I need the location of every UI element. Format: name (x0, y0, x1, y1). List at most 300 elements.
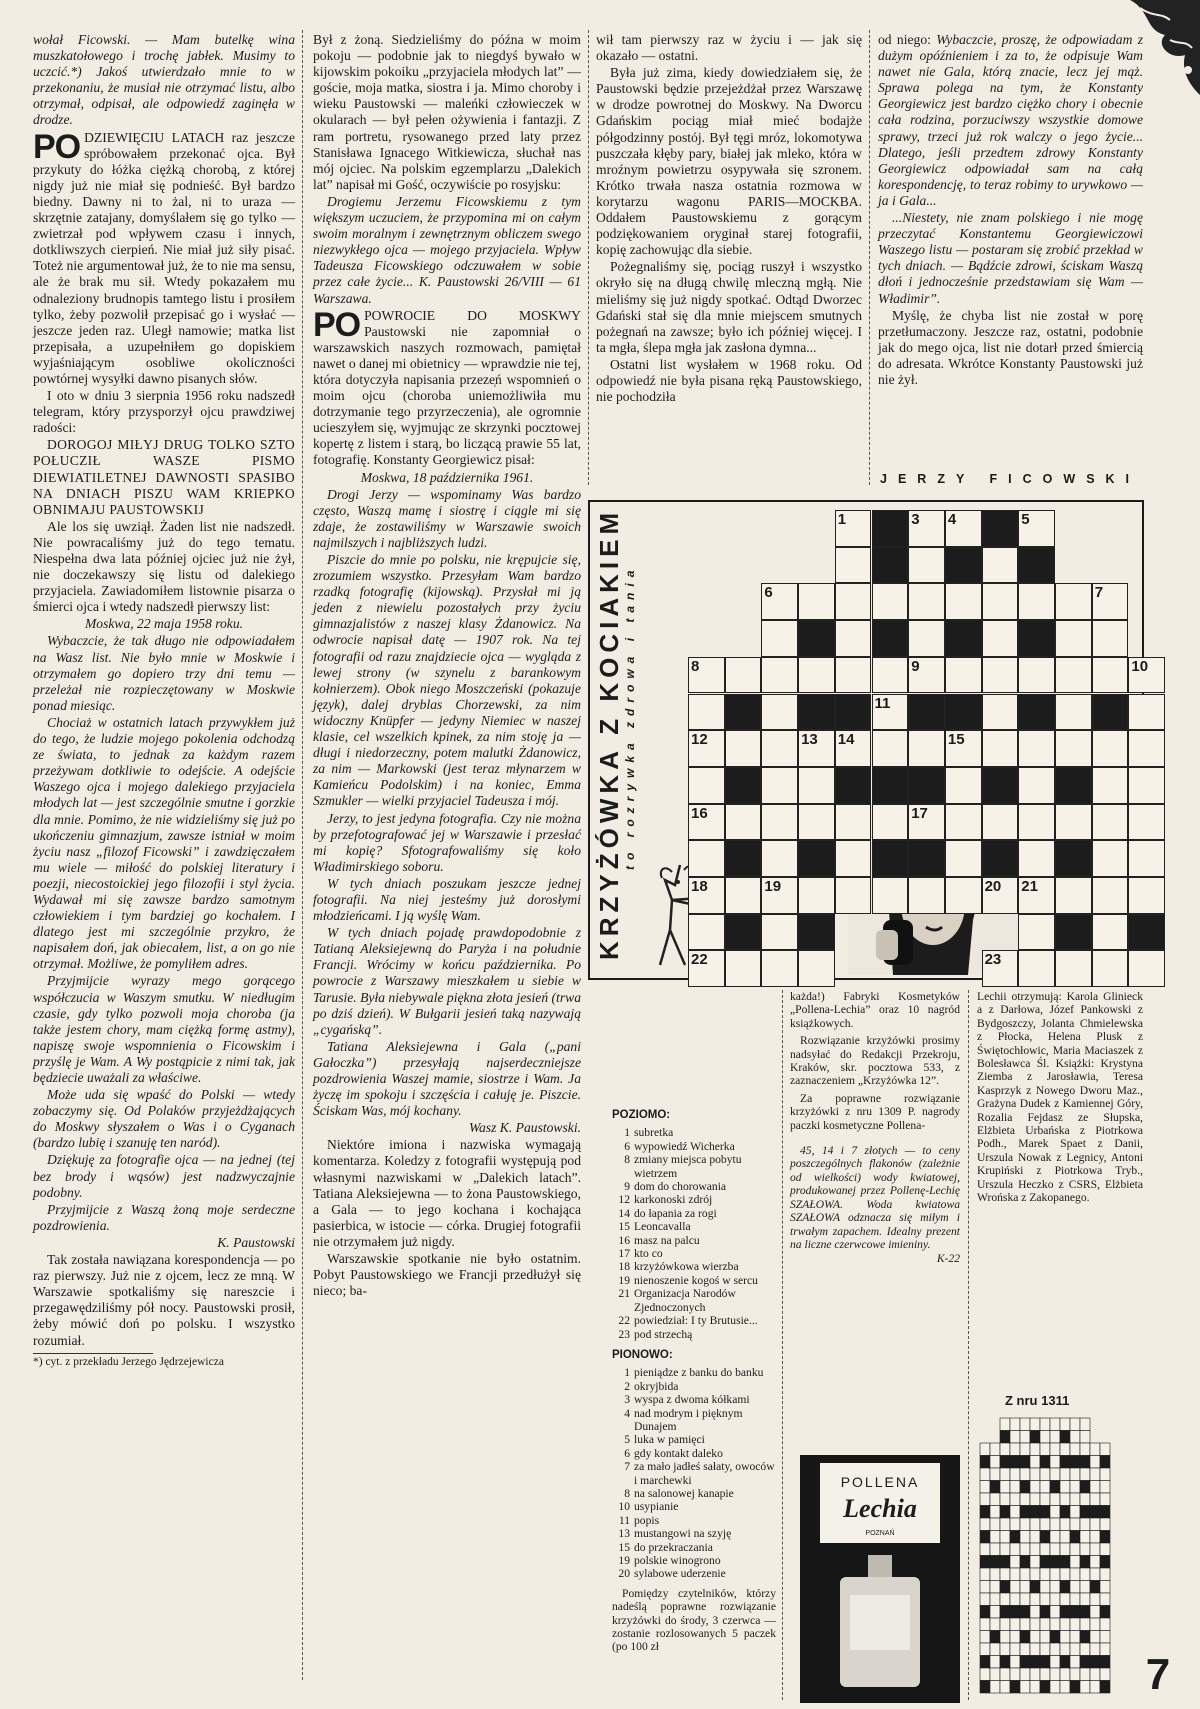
solution-cell (1010, 1468, 1020, 1481)
paragraph-text: Był z żoną. Siedzieliśmy do późna w moim pokoju — podobnie jak to niegdyś bywało w kijowskim pokoiku „przyjaciela młodych lat” — goście, moja matka, siostra i ja. Mimo choroby i wieku Paustowski — maleńki człowieczek w okularach — był pełen ożywienia i fantazji. Z ram portretu, rysowanego przed laty przez Stanisława Ignacego Witkiewicza, słuchał nas mój ojciec. Na polskim egzemplarzu „Dalekich lat” napisał mi Gość, oczywiście po rosyjsku: (313, 32, 581, 192)
clue-item (612, 1260, 776, 1273)
crossword-cell-number: 20 (984, 878, 1002, 895)
author-signature: JERZY FICOWSKI (880, 472, 1141, 486)
solution-cell (1020, 1668, 1030, 1681)
footnote: *) cyt. z przekładu Jerzego Jędrzejewicza (33, 1355, 224, 1368)
article-paragraph (33, 1087, 295, 1151)
clue-number: 1 (624, 1126, 630, 1140)
solution-cell (1050, 1681, 1060, 1694)
clue-text: masz na palcu (634, 1233, 700, 1247)
solution-cell (1020, 1518, 1030, 1531)
article-paragraph (313, 1039, 581, 1119)
crossword-cell[interactable] (1128, 730, 1165, 767)
clue-text: karkonoski zdrój (634, 1193, 713, 1207)
solution-cell (1070, 1431, 1080, 1444)
article-paragraph (33, 1152, 295, 1200)
solution-cell (1010, 1581, 1020, 1594)
solution-cell (1090, 1518, 1100, 1531)
crossword-cell[interactable] (798, 583, 835, 620)
solution-cell (1050, 1618, 1060, 1631)
clue-item (612, 1207, 776, 1220)
crossword-cell[interactable] (1092, 914, 1129, 951)
crossword-cell[interactable] (1055, 877, 1092, 914)
solution-cell (1050, 1531, 1060, 1544)
crossword-cell[interactable] (945, 804, 982, 841)
crossword-cell[interactable] (872, 877, 909, 914)
solution-cell (1060, 1493, 1070, 1506)
clue-text: luka w pamięci (634, 1433, 705, 1447)
clue-text: zmiany miejsca pobytu wietrzem (634, 1153, 742, 1180)
ad-code: K-22 (936, 1252, 960, 1266)
crossword-cell[interactable] (835, 620, 872, 657)
crossword-cell[interactable] (872, 730, 909, 767)
crossword-cell[interactable] (1092, 657, 1129, 694)
crossword-cell[interactable] (908, 547, 945, 584)
solution-cell (1020, 1681, 1030, 1694)
solution-cell (1000, 1543, 1010, 1556)
solution-cell (1060, 1518, 1070, 1531)
crossword-cell[interactable] (1018, 657, 1055, 694)
article-paragraph (313, 1120, 581, 1136)
crossword-cell[interactable] (1092, 804, 1129, 841)
clue-number: 11 (618, 1513, 630, 1527)
crossword-cell-number: 5 (1021, 511, 1030, 528)
crossword-cell[interactable] (872, 657, 909, 694)
article-paragraph (33, 519, 295, 616)
crossword-black-cell (908, 840, 945, 877)
solution-cell (1090, 1606, 1100, 1619)
clue-number: 19 (618, 1554, 630, 1567)
solution-cell (1040, 1456, 1050, 1469)
crossword-cell[interactable] (1018, 914, 1055, 951)
crossword-cell[interactable] (945, 657, 982, 694)
crossword-cell[interactable] (688, 730, 725, 767)
crossword-cell[interactable] (1018, 877, 1055, 914)
crossword-cell[interactable] (688, 767, 725, 804)
clue-number: 7 (624, 1460, 630, 1474)
solution-cell (1060, 1431, 1070, 1444)
clue-number: 17 (618, 1247, 630, 1261)
crossword-cell-number: 4 (947, 511, 957, 528)
clue-number: 15 (618, 1220, 630, 1234)
solution-cell (1100, 1668, 1110, 1681)
clue-item (612, 1500, 776, 1513)
solution-cell (1010, 1568, 1020, 1581)
crossword-cell[interactable] (982, 657, 1019, 694)
solution-cell (1050, 1506, 1060, 1519)
crossword-cell[interactable] (761, 694, 798, 731)
clue-text: pod strzechą (634, 1327, 693, 1341)
solution-cell (990, 1668, 1000, 1681)
crossword-cell[interactable] (1128, 950, 1165, 987)
solution-cell (1020, 1606, 1030, 1619)
solution-cell (1100, 1493, 1110, 1506)
column-divider (968, 990, 969, 1700)
solution-cell (990, 1681, 1000, 1694)
clue-text: do łapania za rogi (634, 1206, 717, 1220)
crossword-cell[interactable] (1128, 694, 1165, 731)
solution-cell (1100, 1618, 1110, 1631)
solution-cell (1100, 1456, 1110, 1469)
crossword-black-cell (872, 547, 909, 584)
crossword-cell[interactable] (945, 583, 982, 620)
rules-text-b1: każda!) Fabryki Kosmetyków „Pollena-Lechia” oraz 10 nagród książkowych. (790, 990, 960, 1030)
crossword-cell[interactable] (1055, 730, 1092, 767)
solution-cell (1030, 1431, 1040, 1444)
paragraph-text: Myślę, że chyba list nie został w porę przetłumaczony. Jeszcze raz, ostatni, podobnie jak do mego ojca, list nie dotarł przed śmiercią do adresata. Wkrótce Konstanty Paustowski już nie żył. (878, 307, 1143, 387)
clue-number: 6 (624, 1139, 630, 1153)
crossword-cell[interactable] (1092, 767, 1129, 804)
solution-cell (1040, 1443, 1050, 1456)
crossword-cell[interactable] (1055, 804, 1092, 841)
clue-text: za mało jadłeś sałaty, owoców i marchewki (634, 1460, 775, 1487)
crossword-black-cell (982, 840, 1019, 877)
solution-cell (1010, 1543, 1020, 1556)
crossword-black-cell (1055, 767, 1092, 804)
article-paragraph (313, 1251, 581, 1299)
crossword-cell[interactable] (1018, 510, 1055, 547)
solution-cell (1070, 1443, 1080, 1456)
crossword-black-cell (835, 694, 872, 731)
solution-cell (1000, 1493, 1010, 1506)
crossword-cell[interactable] (1092, 730, 1129, 767)
crossword-cell[interactable] (835, 877, 872, 914)
crossword-cell[interactable] (725, 877, 762, 914)
article-paragraph (313, 876, 581, 924)
solution-cell (1040, 1543, 1050, 1556)
solution-cell (1070, 1468, 1080, 1481)
solution-cell (990, 1531, 1000, 1544)
article-paragraph (878, 32, 1143, 209)
crossword-cell[interactable] (908, 620, 945, 657)
crossword-cell[interactable] (1092, 840, 1129, 877)
crossword-cell[interactable] (1092, 877, 1129, 914)
clue-text: Organizacja Narodów Zjednoczonych (634, 1287, 736, 1314)
crossword-cell[interactable] (835, 583, 872, 620)
crossword-cell[interactable] (982, 583, 1019, 620)
clue-text: Leoncavalla (634, 1220, 691, 1234)
crossword-cell[interactable] (1092, 950, 1129, 987)
paragraph-text: Dziękuję za fotografie ojca — na jednej (tej bez brody i wąsów) jest nadzwyczajnie podobny. (33, 1152, 295, 1200)
solution-cell (1000, 1468, 1010, 1481)
solution-cell (1070, 1606, 1080, 1619)
solution-cell (1000, 1531, 1010, 1544)
crossword-cell[interactable] (761, 767, 798, 804)
crossword-cell[interactable] (725, 730, 762, 767)
solution-cell (1030, 1531, 1040, 1544)
solution-cell (1050, 1543, 1060, 1556)
crossword-cell[interactable] (761, 914, 798, 951)
crossword-cell[interactable] (688, 840, 725, 877)
crossword-cell-number: 8 (691, 657, 700, 675)
clue-number: 18 (618, 1260, 630, 1274)
crossword-cell[interactable] (688, 914, 725, 951)
crossword-cell[interactable] (1128, 767, 1165, 804)
clue-number: 13 (618, 1527, 630, 1541)
crossword-cell[interactable] (1055, 694, 1092, 731)
crossword-black-cell (945, 547, 982, 584)
clue-number: 3 (624, 1393, 630, 1407)
svg-text:Lechia: Lechia (843, 1494, 917, 1523)
crossword-black-cell (908, 694, 945, 731)
clue-item (612, 1460, 776, 1487)
crossword-cell[interactable] (908, 583, 945, 620)
crossword-cell[interactable] (835, 840, 872, 877)
crossword-cell[interactable] (761, 730, 798, 767)
solution-cell (1090, 1668, 1100, 1681)
crossword-cell-number: 12 (691, 731, 708, 749)
crossword-cell[interactable] (982, 620, 1019, 657)
crossword-cell[interactable] (872, 583, 909, 620)
solution-cell (1000, 1518, 1010, 1531)
clue-item (612, 1220, 776, 1233)
solution-cell (1070, 1668, 1080, 1681)
solution-cell (980, 1506, 990, 1519)
crossword-cell[interactable] (945, 730, 982, 767)
pollena-lechia-ad (800, 1455, 960, 1703)
crossword-cell[interactable] (798, 730, 835, 767)
solution-cell (1090, 1681, 1100, 1694)
solution-cell (1080, 1481, 1090, 1494)
crossword-cell[interactable] (761, 657, 798, 694)
crossword-cell[interactable] (1055, 583, 1092, 620)
crossword-cell[interactable] (1018, 730, 1055, 767)
svg-text:POZNAŃ: POZNAŃ (865, 1530, 895, 1537)
solution-cell (1020, 1543, 1030, 1556)
crossword-cell[interactable] (1128, 877, 1165, 914)
crossword-black-cell (908, 767, 945, 804)
clue-item (612, 1487, 776, 1500)
crossword-cell[interactable] (798, 767, 835, 804)
solution-cell (1060, 1543, 1070, 1556)
crossword-cell[interactable] (982, 877, 1019, 914)
paragraph-text: Moskwa, 18 października 1961. (360, 469, 534, 485)
crossword-cell[interactable] (761, 804, 798, 841)
solution-cell (1010, 1681, 1020, 1694)
crossword-cell[interactable] (982, 547, 1019, 584)
crossword-black-cell (725, 914, 762, 951)
paragraph-text: Przyjmijcie wyrazy mego gorącego współczucia w Waszym smutku. W niedługim czasie, gdy tylko pozwoli moja choroba (ja także jestem chory, mam ciężką formę astmy), napiszę swoje wspomnienia o Ficowskim i przyślę je Wam. A Wy postąpicie z nimi tak, jak będziecie uważali za właściwe. (33, 973, 295, 1085)
crossword-cell[interactable] (1018, 804, 1055, 841)
crossword-cell[interactable] (908, 510, 945, 547)
article-paragraph (313, 305, 581, 469)
solution-cell (1080, 1518, 1090, 1531)
solution-cell (1100, 1468, 1110, 1481)
solution-cell (1060, 1481, 1070, 1494)
solution-cell (1080, 1556, 1090, 1569)
solution-cell (1070, 1656, 1080, 1669)
crossword-cell[interactable] (1055, 950, 1092, 987)
crossword-cell[interactable] (908, 877, 945, 914)
crossword-cell[interactable] (908, 730, 945, 767)
clue-number: 22 (618, 1314, 630, 1328)
crossword-cell[interactable] (1128, 804, 1165, 841)
article-column-3 (596, 32, 862, 492)
crossword-cell-number: 11 (874, 694, 891, 712)
solution-cell (1050, 1593, 1060, 1606)
solution-cell (1060, 1456, 1070, 1469)
crossword-cell[interactable] (725, 657, 762, 694)
clue-number: 19 (618, 1273, 630, 1287)
solution-cell (1010, 1493, 1020, 1506)
crossword-black-cell (1018, 620, 1055, 657)
solution-cell (990, 1481, 1000, 1494)
solution-cell (1000, 1681, 1010, 1694)
solution-cell (1020, 1531, 1030, 1544)
crossword-cell[interactable] (761, 877, 798, 914)
article-paragraph (33, 1202, 295, 1234)
solution-cell (1090, 1443, 1100, 1456)
crossword-cell[interactable] (798, 950, 835, 987)
solution-cell (1020, 1468, 1030, 1481)
svg-text:POLLENA: POLLENA (840, 1474, 920, 1490)
solution-cell (1100, 1631, 1110, 1644)
crossword-cell[interactable] (872, 694, 909, 731)
crossword-cell[interactable] (761, 840, 798, 877)
crossword-cell[interactable] (982, 950, 1019, 987)
crossword-black-cell (1055, 840, 1092, 877)
solution-cell (990, 1656, 1000, 1669)
solution-cell (990, 1443, 1000, 1456)
crossword-cell[interactable] (688, 657, 725, 694)
solution-cell (1030, 1518, 1040, 1531)
solution-cell (1040, 1531, 1050, 1544)
crossword-cell[interactable] (945, 877, 982, 914)
crossword-cell[interactable] (945, 767, 982, 804)
solution-cell (1100, 1531, 1110, 1544)
solution-cell (1100, 1481, 1110, 1494)
paragraph-text: Drogiemu Jerzemu Ficowskiemu z tym większym uczuciem, że przypomina mi on całym swoim moralnym i zewnętrznym obliczem swego niezwykłego ojca — mojego przyjaciela. Wpływ Tadeusza Ficowskiego odczuwałem w sobie przez całe życie... K. Paustowski 26/VIII — 61 Warszawa. (313, 193, 581, 306)
crossword-cell[interactable] (725, 950, 762, 987)
crossword-cell[interactable] (945, 510, 982, 547)
crossword-cell[interactable] (1092, 583, 1129, 620)
solution-cell (1100, 1556, 1110, 1569)
crossword-cell[interactable] (982, 804, 1019, 841)
crossword-cell[interactable] (1018, 767, 1055, 804)
solution-cell (1080, 1681, 1090, 1694)
crossword-cell[interactable] (945, 840, 982, 877)
clues-poziomo (612, 1107, 776, 1654)
crossword-cell[interactable] (1128, 840, 1165, 877)
solution-cell (1090, 1568, 1100, 1581)
solution-cell (1080, 1668, 1090, 1681)
solution-cell (1080, 1618, 1090, 1631)
crossword-cell[interactable] (761, 583, 798, 620)
clue-item (612, 1126, 776, 1139)
rules-text-a: Pomiędzy czytelników, którzy nadeślą poprawne rozwiązanie krzyżówki do środy, 3 czerwca — zostanie rozlosowanych 5 paczek (po 100 zł (612, 1586, 776, 1654)
crossword-cell[interactable] (835, 804, 872, 841)
crossword-black-cell (1018, 694, 1055, 731)
crossword-cell[interactable] (1055, 620, 1092, 657)
solution-cell (1050, 1481, 1060, 1494)
crossword-cell[interactable] (1055, 657, 1092, 694)
crossword-cell[interactable] (798, 657, 835, 694)
solution-cell (1010, 1618, 1020, 1631)
crossword-cell[interactable] (908, 657, 945, 694)
clue-number: 6 (624, 1446, 630, 1460)
crossword-cell-number: 7 (1094, 584, 1104, 602)
crossword-cell[interactable] (1018, 950, 1055, 987)
crossword-cell[interactable] (688, 694, 725, 731)
crossword-cell[interactable] (982, 694, 1019, 731)
solution-cell (1090, 1643, 1100, 1656)
solution-cell (1030, 1418, 1040, 1431)
crossword-cell[interactable] (1092, 620, 1129, 657)
solution-cell (990, 1618, 1000, 1631)
clue-text: pieniądze z banku do banku (634, 1366, 764, 1380)
crossword-cell[interactable] (688, 950, 725, 987)
solution-cell (1100, 1568, 1110, 1581)
paragraph-text: od niego: (878, 32, 937, 47)
crossword-black-cell (798, 914, 835, 951)
crossword-cell[interactable] (1128, 657, 1165, 694)
crossword-cell[interactable] (982, 730, 1019, 767)
solution-cell (980, 1581, 990, 1594)
clue-text: do przekraczania (634, 1540, 713, 1554)
crossword-cell[interactable] (688, 877, 725, 914)
solution-cell (1020, 1556, 1030, 1569)
clue-item (612, 1393, 776, 1406)
clue-text: kto co (634, 1247, 663, 1261)
clue-item (612, 1567, 776, 1580)
crossword-cell[interactable] (835, 657, 872, 694)
crossword-cell[interactable] (835, 547, 872, 584)
solution-cell (990, 1593, 1000, 1606)
crossword-cell[interactable] (872, 804, 909, 841)
solution-cell (980, 1493, 990, 1506)
solution-cell (1010, 1531, 1020, 1544)
crossword-cell[interactable] (761, 620, 798, 657)
solution-cell (1100, 1506, 1110, 1519)
solution-cell (1070, 1418, 1080, 1431)
crossword-cell[interactable] (798, 877, 835, 914)
crossword-cell[interactable] (1018, 840, 1055, 877)
paragraph-text-italic: Wybaczcie, proszę, że odpowiadam z dużym opóźnieniem i za to, że odpisuje Wam nawet nie Gala, którą znacie, lecz jej mąż. Sprawa polega na tym, że Konstanty Georgiewicz jest bardzo ciężko chory i obecnie cała rodzina, porzuciwszy wszystkie domowe sprawy, trzeci już rok walczy o jego życie... Dlatego, jeśli przedtem zdrowy Konstanty Georgiewicz odpowiadał sam na całą korespondencję, to teraz robimy to urywkowo — ja i Gala... (878, 32, 1144, 208)
crossword-cell[interactable] (798, 804, 835, 841)
crossword-cell[interactable] (835, 730, 872, 767)
solution-cell (1100, 1543, 1110, 1556)
solution-cell (1090, 1481, 1100, 1494)
solution-cell (1040, 1431, 1050, 1444)
solution-cell (1020, 1431, 1030, 1444)
solution-cell (1060, 1656, 1070, 1669)
solution-cell (1080, 1468, 1090, 1481)
solution-cell (1010, 1443, 1020, 1456)
clue-number: 12 (618, 1193, 630, 1207)
solution-cell (1080, 1531, 1090, 1544)
solution-cell (1060, 1618, 1070, 1631)
crossword-cell[interactable] (1018, 583, 1055, 620)
crossword-cell-number: 9 (911, 657, 920, 675)
paragraph-text: Może uda się wpaść do Polski — wtedy zobaczymy się. Od Polaków przyjeżdżających do Moskwy słyszałem o Was i o Cyganach (bardzo lubię i szanuję ten naród). (33, 1087, 295, 1151)
solution-cell (1080, 1431, 1090, 1444)
solution-cell (1090, 1543, 1100, 1556)
solution-cell (980, 1556, 990, 1569)
crossword-cell[interactable] (761, 950, 798, 987)
solution-cell (1060, 1418, 1070, 1431)
crossword-cell[interactable] (688, 804, 725, 841)
crossword-cell[interactable] (725, 804, 762, 841)
paragraph-text: Chociaż w ostatnich latach przywykłem już do tego, że ludzie mojego pokolenia odchodzą ze świata, to jednak za każdym razem przeżywam dotkliwie to odejście. A odejście Waszego ojca i mojego dalekiego przyjaciela młodych lat — jest szczególnie smutne i gorzkie dla mnie. Pomimo, że nie widzieliśmy się już po ukończeniu gimnazjum, zawsze istniał w moim życiu nasz „filozof Ficowski” i zawdzięczałem mu wiele — miłość do polskiej literatury i poezji, niecostoickiej jego filozofii i styl życia. Wydawał mi się zawsze bardzo samotnym człowiekiem i tym bardziej go kochałem. I dlatego jest mi szczególnie przykro, że napisałem doń, jak obiecałem, list, a on go nie otrzymał. Możliwe, że pomyliłem adres. (33, 714, 295, 972)
svg-text:KRZYŻÓWKA Z KOCIAKIEM: KRZYŻÓWKA Z KOCIAKIEM (594, 507, 624, 960)
crossword-cell[interactable] (835, 510, 872, 547)
solution-cell (1010, 1631, 1020, 1644)
solution-cell (1000, 1631, 1010, 1644)
clue-item (612, 1514, 776, 1527)
solution-cell (1020, 1581, 1030, 1594)
crossword-cell-number: 1 (837, 511, 847, 528)
crossword-cell[interactable] (908, 804, 945, 841)
